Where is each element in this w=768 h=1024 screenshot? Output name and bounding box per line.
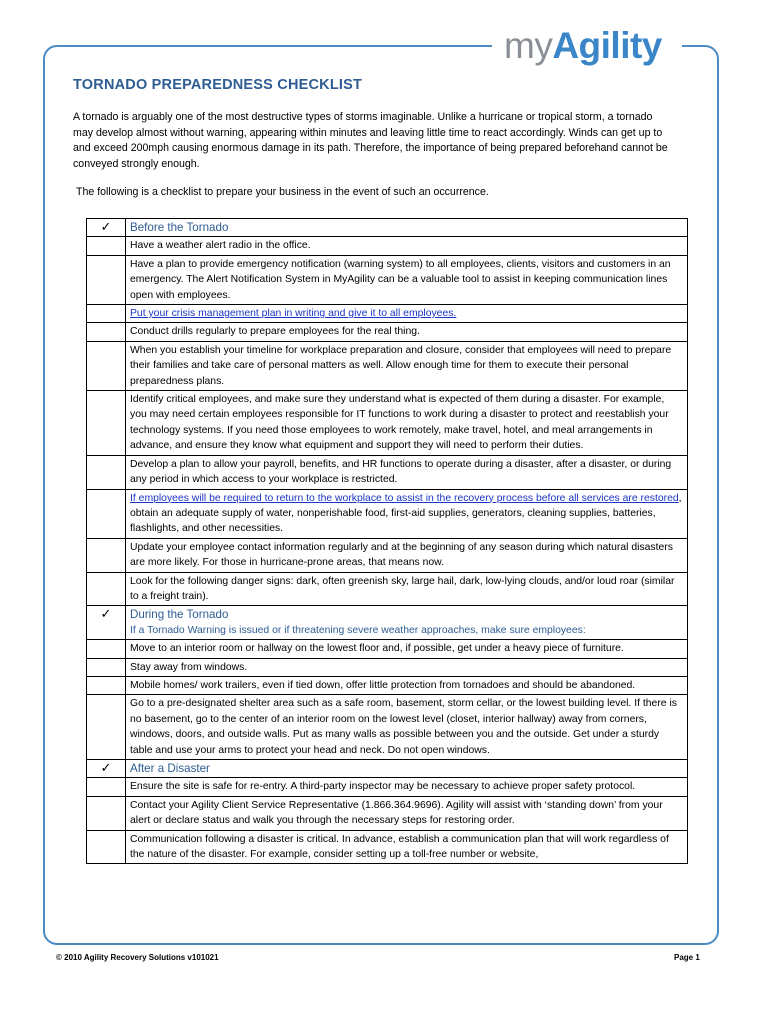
checklist-item: Develop a plan to allow your payroll, benefits, and HR functions to operate during a disaster, after a disaster, or during any period in which access to your workplace is restricted. — [126, 455, 688, 489]
checkbox-cell[interactable] — [87, 255, 126, 304]
checklist-row — [87, 305, 688, 323]
section-during-header — [87, 606, 688, 640]
intro-paragraph: A tornado is arguably one of the most destructive types of storms imaginable. Unlike a hurricane or tropical storm, a tornado may develop almost without warning, appearing within minutes and leaving little time to react accordingly. Winds can get up to and exceed 200mph causing enormous damage in its path. Therefore, the importance of being prepared beforehand cannot be conveyed strongly enough. — [73, 111, 668, 170]
checklist-item: When you establish your timeline for workplace preparation and closure, consider that employees will need to prepare their families and take care of personal matters as well. Allow enough time for them to execute their personal preparedness plans. — [126, 341, 688, 390]
checklist-row — [87, 489, 688, 538]
check-icon: ✓ — [87, 760, 126, 778]
checklist-item — [126, 305, 688, 323]
checkbox-cell[interactable] — [87, 391, 126, 456]
checklist-item: Have a plan to provide emergency notification (warning system) to all employees, clients, visitors and customers in an emergency. The Alert Notification System in MyAgility can be a valuable tool to assist in keeping communication lines open with employees. — [126, 255, 688, 304]
checklist-item: Contact your Agility Client Service Representative (1.866.364.9696). Agility will assist with ‘standing down’ from your alert or declare status and walk you through the necessary steps for restoring order. — [126, 796, 688, 830]
checklist-item: Look for the following danger signs: dark, often greenish sky, large hail, dark, low-lying clouds, and/or loud roar (similar to a freight train). — [126, 572, 688, 606]
section-before-header — [87, 219, 688, 237]
checklist-item: Have a weather alert radio in the office. — [126, 237, 688, 255]
checklist-item: Mobile homes/ work trailers, even if tied down, offer little protection from tornadoes and should be abandoned. — [126, 676, 688, 694]
checklist-row — [87, 695, 688, 760]
checklist-item: Update your employee contact information regularly and at the beginning of any season during which natural disasters are more likely. For those in hurricane-prone areas, that means now. — [126, 538, 688, 572]
section-heading-during — [126, 606, 688, 640]
checklist-item: Go to a pre-designated shelter area such as a safe room, basement, storm cellar, or the lowest building level. If there is no basement, go to the center of an interior room on the lowest level (closet, interior hallway) away from corners, windows, doors, and outside walls. Put as many walls as possible between you and the outside. Get under a sturdy table and use your arms to protect your head and neck. Do not open windows. — [126, 695, 688, 760]
checkbox-cell[interactable] — [87, 640, 126, 658]
checklist-row — [87, 323, 688, 341]
page-title: TORNADO PREPAREDNESS CHECKLIST — [73, 77, 363, 93]
checklist-row — [87, 255, 688, 304]
checklist-row — [87, 830, 688, 864]
section-subheading: If a Tornado Warning is issued or if threatening severe weather approaches, make sure employees: — [130, 624, 586, 636]
footer-copyright: © 2010 Agility Recovery Solutions v101021 — [56, 953, 219, 962]
crisis-plan-link[interactable]: Put your crisis management plan in writing and give it to all employees. — [130, 308, 457, 320]
checklist-row — [87, 538, 688, 572]
checkbox-cell[interactable] — [87, 830, 126, 864]
checkbox-cell[interactable] — [87, 305, 126, 323]
checklist-item: Stay away from windows. — [126, 658, 688, 676]
checklist-row — [87, 778, 688, 796]
checkbox-cell[interactable] — [87, 796, 126, 830]
checklist-item: Identify critical employees, and make sure they understand what is expected of them during a disaster. For example, you may need certain employees responsible for IT functions to work during a disaster to protect and reestablish your technology systems. If you need those employees to work remotely, make travel, hotel, and meal arrangements in advance, and ensure they know what equipment and support they will need to perform their duties. — [126, 391, 688, 456]
checklist-item: Ensure the site is safe for re-entry. A third-party inspector may be necessary to achieve proper safety protocol. — [126, 778, 688, 796]
checkbox-cell[interactable] — [87, 489, 126, 538]
checklist-row — [87, 341, 688, 390]
checklist-row — [87, 572, 688, 606]
check-icon: ✓ — [87, 606, 126, 640]
checkbox-cell[interactable] — [87, 658, 126, 676]
checklist-item — [126, 489, 688, 538]
checkbox-cell[interactable] — [87, 695, 126, 760]
checklist-row — [87, 658, 688, 676]
checkbox-cell[interactable] — [87, 572, 126, 606]
checkbox-cell[interactable] — [87, 323, 126, 341]
section-heading-text: During the Tornado — [130, 608, 229, 622]
checkbox-cell[interactable] — [87, 778, 126, 796]
checklist-item: Communication following a disaster is critical. In advance, establish a communication plan that will work regardless of the nature of the disaster. For example, consider setting up a toll-free number or website, — [126, 830, 688, 864]
checkbox-cell[interactable] — [87, 538, 126, 572]
checkbox-cell[interactable] — [87, 455, 126, 489]
section-heading-before: Before the Tornado — [126, 219, 688, 237]
checklist-row — [87, 676, 688, 694]
checklist-lead: The following is a checklist to prepare your business in the event of such an occurrence. — [76, 186, 489, 198]
checklist-row — [87, 640, 688, 658]
checklist-table — [86, 218, 688, 864]
checklist-row — [87, 455, 688, 489]
checkbox-cell[interactable] — [87, 341, 126, 390]
checkbox-cell[interactable] — [87, 237, 126, 255]
section-after-header — [87, 760, 688, 778]
checklist-row — [87, 237, 688, 255]
footer-page-number: Page 1 — [674, 953, 700, 962]
return-to-workplace-link[interactable]: If employees will be required to return to the workplace to assist in the recovery process before all services are restored — [130, 492, 679, 504]
checklist-item: Move to an interior room or hallway on the lowest floor and, if possible, get under a heavy piece of furniture. — [126, 640, 688, 658]
checklist-row — [87, 391, 688, 456]
checklist-row — [87, 796, 688, 830]
checklist-item-text: , obtain an adequate supply of water, nonperishable food, first-aid supplies, generators, cleaning supplies, batteries, flashlights, and other necessities. — [130, 492, 682, 535]
myagility-logo: myAgility — [504, 25, 662, 66]
check-icon: ✓ — [87, 219, 126, 237]
checkbox-cell[interactable] — [87, 676, 126, 694]
checklist-item: Conduct drills regularly to prepare employees for the real thing. — [126, 323, 688, 341]
section-heading-after: After a Disaster — [126, 760, 688, 778]
